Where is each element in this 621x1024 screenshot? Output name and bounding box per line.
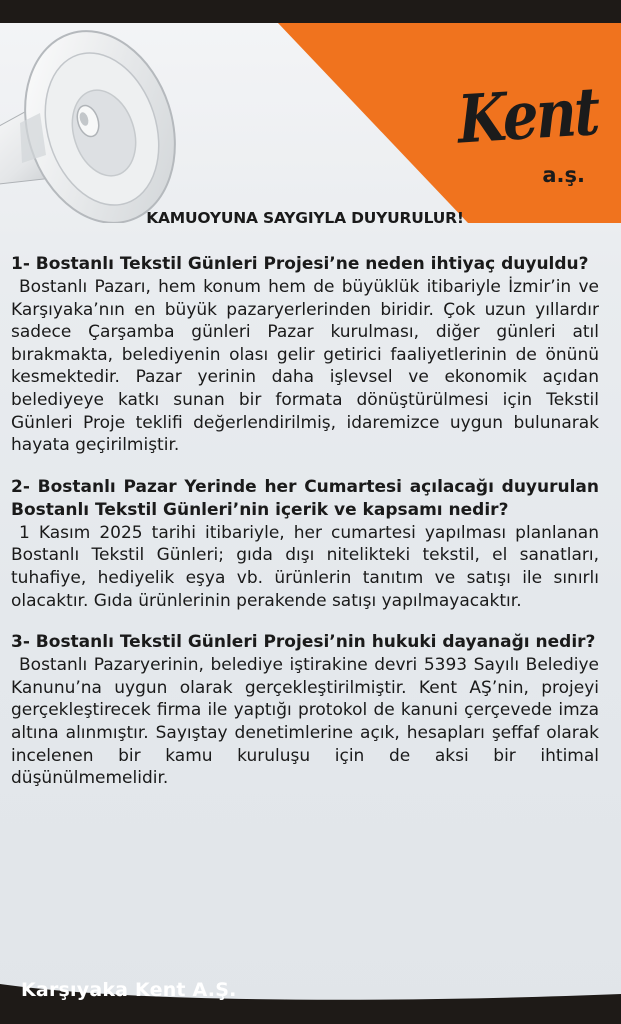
kent-logo: [433, 71, 603, 221]
answer-3: Bostanlı Pazaryerinin, belediye iştirakine devri 5393 Sayılı Belediye Kanunu’na uygun olarak gerçekleştirilmiştir. Kent AŞ’nin, projeyi gerçekleştirecek firma ile yaptığı protokol de kanuni çerçevede imza altına alınmıştır. Sayıştay denetimlerine açık, hesapları şeffaf olarak incelenen bir kamu kuruluşu için de aksi bir ihtimal düşünülmemelidir.: [11, 655, 599, 789]
logo-wordmark: Kent: [455, 72, 599, 159]
question-1: 1- Bostanlı Tekstil Günleri Projesi’ne neden ihtiyaç duyuldu?: [11, 254, 589, 274]
answer-1: Bostanlı Pazarı, hem konum hem de büyüklük itibariyle İzmir’in ve Karşıyaka’nın en büyük pazaryerlerinden biridir. Çok uzun yıllardır sadece Çarşamba günleri Pazar kurulması, diğer günleri atıl bırakmakta, belediyenin olası gelir getirici faaliyetlerinin de önünü kesmektedir. Pazar yerinin daha işlevsel ve ekonomik açıdan belediyeye katkı sunan bir formata dönüştürülmesi için Tekstil Günleri Proje teklifi değerlendirilmiş, idaremizce uygun bulunarak hayata geçirilmiştir.: [11, 277, 599, 456]
footer-label: Karşıyaka Kent A.Ş.: [21, 979, 237, 1001]
header-banner: [0, 23, 621, 223]
question-2: 2- Bostanlı Pazar Yerinde her Cumartesi açılacağı duyurulan Bostanlı Tekstil Günleri’nin içerik ve kapsamı nedir?: [11, 476, 599, 520]
notice-content: [11, 209, 599, 809]
logo-suffix: a.ş.: [542, 163, 585, 187]
answer-2: 1 Kasım 2025 tarihi itibariyle, her cumartesi yapılması planlanan Bostanlı Tekstil Günleri; gıda dışı nitelikteki tekstil, el sanatları, tuhafiye, hediyelik eşya vb. ürünlerin tanıtım ve satışı ile sınırlı olacaktır. Gıda ürünlerinin perakende satışı yapılmayacaktır.: [11, 522, 599, 611]
megaphone-icon: [0, 23, 199, 223]
notice-title: KAMUOYUNA SAYGIYLA DUYURULUR!: [146, 209, 464, 227]
top-dark-bar: [0, 0, 621, 23]
question-3: 3- Bostanlı Tekstil Günleri Projesi’nin hukuki dayanağı nedir?: [11, 632, 596, 653]
